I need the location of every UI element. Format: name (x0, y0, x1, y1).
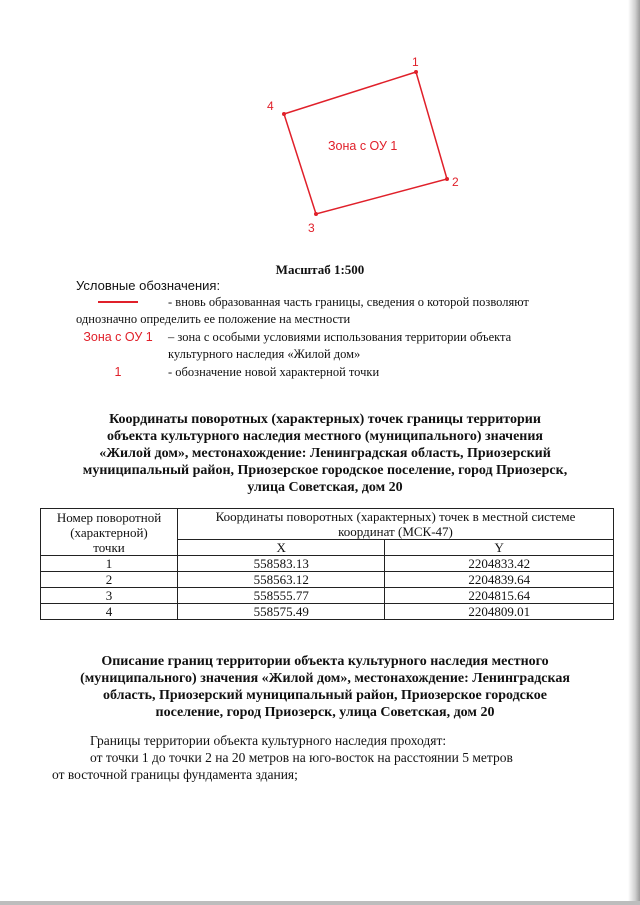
header-line: Номер поворотной (56, 509, 162, 525)
table-row (41, 572, 614, 588)
body-paragraph-line: от точки 1 до точки 2 на 20 метров на юго-восток на расстоянии 5 метров (90, 750, 513, 765)
x-header: X (178, 540, 385, 556)
x-cell: 558563.12 (178, 572, 385, 588)
body-paragraph-line: от восточной границы фундамента здания; (52, 767, 298, 782)
table-row (41, 556, 614, 572)
point-label-4: 4 (267, 99, 274, 113)
heading-line: улица Советская, дом 20 (247, 480, 403, 495)
heading-line: поселение, город Приозерск, улица Советская, дом 20 (155, 705, 495, 720)
x-cell: 558555.77 (178, 588, 385, 604)
point-number-cell: 4 (41, 604, 178, 620)
point-marker-1 (414, 70, 418, 74)
y-cell: 2204839.64 (385, 572, 614, 588)
point-number-header (41, 509, 178, 556)
heading-line: (муниципального) значения «Жилой дом», местонахождение: Ленинградская (80, 671, 570, 686)
heading-line: Координаты поворотных (характерных) точек границы территории (109, 412, 541, 427)
legend-text: - обозначение новой характерной точки (168, 365, 380, 379)
y-cell: 2204815.64 (385, 588, 614, 604)
table-row (41, 604, 614, 620)
y-cell: 2204833.42 (385, 556, 614, 572)
legend-zone-symbol: Зона с ОУ 1 (83, 330, 153, 344)
zone-label: Зона с ОУ 1 (328, 139, 398, 153)
legend-point-symbol: 1 (114, 365, 122, 379)
header-line: Координаты поворотных (характерных) точек в местной системе (215, 509, 576, 524)
legend-text: - вновь образованная часть границы, сведения о которой позволяют (168, 295, 529, 309)
heading-line: «Жилой дом», местонахождение: Ленинградская область, Приозерский (99, 446, 551, 461)
header-line: (характерной) (70, 524, 148, 540)
point-label-2: 2 (452, 175, 459, 189)
point-marker-4 (282, 112, 286, 116)
legend-text-continued: однозначно определить ее положение на местности (76, 312, 351, 326)
legend-item-boundary (76, 294, 578, 328)
boundary-plan (0, 0, 640, 260)
y-header: Y (385, 540, 614, 556)
heading-line: область, Приозерский муниципальный район, Приозерское городское (103, 688, 547, 703)
legend-text: – зона с особыми условиями использования территории объекта (168, 330, 512, 344)
y-cell: 2204809.01 (385, 604, 614, 620)
header-line: координат (МСК-47) (338, 524, 453, 539)
legend-item-point (76, 364, 578, 381)
description-heading (60, 653, 590, 721)
x-cell: 558583.13 (178, 556, 385, 572)
table-header-row (41, 509, 614, 540)
legend-text-continued: культурного наследия «Жилой дом» (168, 347, 361, 361)
coordinates-table (40, 508, 614, 620)
coordinates-header (178, 509, 614, 540)
scale-caption: Масштаб 1:500 (275, 262, 365, 277)
heading-line: Описание границ территории объекта культурного наследия местного (101, 654, 549, 669)
point-marker-3 (314, 212, 318, 216)
scan-bottom-edge (0, 901, 640, 905)
x-cell: 558575.49 (178, 604, 385, 620)
coordinates-heading (60, 411, 590, 496)
point-label-3: 3 (308, 221, 315, 235)
point-number-cell: 2 (41, 572, 178, 588)
header-line: точки (93, 539, 125, 555)
point-number-cell: 3 (41, 588, 178, 604)
point-number-cell: 1 (41, 556, 178, 572)
point-marker-2 (445, 177, 449, 181)
legend-item-zone (76, 329, 578, 363)
point-label-1: 1 (412, 55, 419, 69)
scan-edge-shadow (628, 0, 640, 905)
heading-line: муниципальный район, Приозерское городское поселение, город Приозерск, (82, 463, 568, 478)
legend-title: Условные обозначения: (76, 278, 221, 293)
table-row (41, 588, 614, 604)
heading-line: объекта культурного наследия местного (муниципального) значения (106, 429, 543, 444)
body-paragraph-intro: Границы территории объекта культурного наследия проходят: (90, 733, 447, 748)
